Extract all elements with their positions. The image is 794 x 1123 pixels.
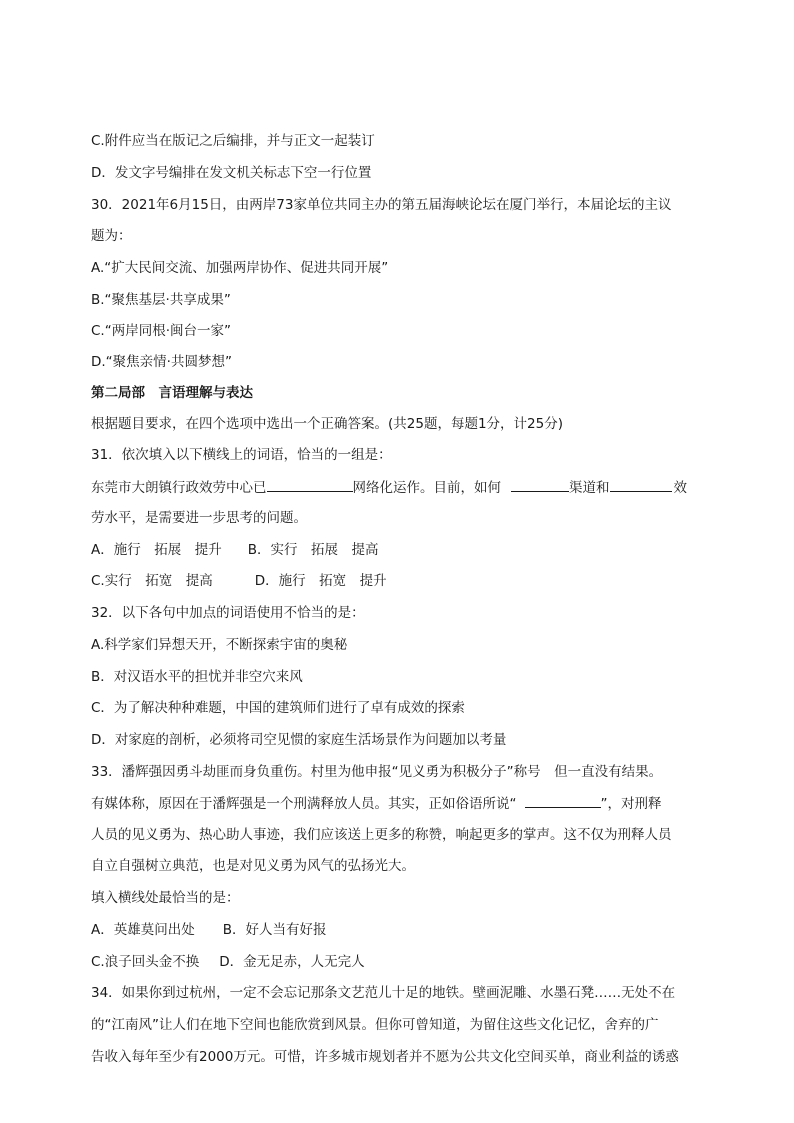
options-33-row2: [91, 952, 703, 972]
section-heading: 第二局部 言语理解与表达: [91, 385, 253, 401]
question-34-text-cont2: 告收入每年至少有2000万元。可惜，许多城市规划者并不愿为公共文化空间买单，商业利益的诱惑: [91, 1049, 679, 1065]
option-29d: D．发文字号编排在发文机关标志下空一行位置: [91, 165, 372, 181]
options-31-row1: [91, 540, 703, 560]
option-31a: A．施行 拓展 提升: [91, 542, 222, 558]
option-33a: A．英雄莫问出处: [91, 922, 195, 938]
option-30c: C.“两岸同根·闽台一家”: [91, 323, 231, 339]
option-33b: B．好人当有好报: [222, 922, 327, 938]
options-31-row2: [91, 571, 703, 591]
option-30a: A.“扩大民间交流、加强两岸协作、促进共同开展”: [91, 260, 389, 276]
option-32d: D．对家庭的剖析，必须将司空见惯的家庭生活场景作为问题加以考量: [91, 732, 507, 748]
question-31-passage: [91, 477, 703, 498]
option-31c: C.实行 拓宽 提高: [91, 573, 213, 589]
passage-part-1: 东莞市大朗镇行政效劳中心已: [91, 480, 267, 496]
fill-blank-2: [511, 477, 569, 492]
option-30b: B.“聚焦基层·共享成果”: [91, 292, 231, 308]
question-31-passage-cont: 劳水平，是需要进一步思考的问题。: [91, 510, 307, 526]
passage-33-part-2: ”，对刑释: [600, 796, 662, 812]
option-32c: C．为了解决种种难题，中国的建筑师们进行了卓有成效的探索: [91, 700, 465, 716]
question-31-text: 31．依次填入以下横线上的词语，恰当的一组是：: [91, 447, 392, 463]
question-30-text-cont: 题为：: [91, 228, 132, 244]
question-33-text: 33．潘辉强因勇斗劫匪而身负重伤。村里为他申报“见义勇为积极分子”称号 但一直没有结果。: [91, 764, 663, 780]
question-33-text-cont2: 人员的见义勇为、热心助人事迹，我们应该送上更多的称赞，响起更多的掌声。这不仅为刑释人员: [91, 827, 672, 843]
option-29c: C.附件应当在版记之后编排，并与正文一起装订: [91, 133, 375, 149]
option-32b: B．对汉语水平的担忧并非空穴来风: [91, 669, 303, 685]
option-31b: B．实行 拓展 提高: [247, 542, 379, 558]
fill-blank-1: [267, 477, 353, 492]
question-34-text: 34．如果你到过杭州，一定不会忘记那条文艺范儿十足的地铁。壁画泥雕、水墨石凳……无处不在: [91, 985, 676, 1001]
question-33-text-cont: [91, 793, 703, 814]
section-instructions: 根据题目要求，在四个选项中选出一个正确答案。(共25题，每题1分，计25分): [91, 416, 563, 432]
option-32a: A.科学家们异想天开，不断探索宇宙的奥秘: [91, 637, 348, 653]
option-33d: D．金无足赤，人无完人: [219, 954, 365, 970]
question-32-text: 32．以下各句中加点的词语使用不恰当的是：: [91, 605, 365, 621]
options-33-row1: [91, 920, 703, 940]
question-33-text-cont3: 自立自强树立典范，也是对见义勇为风气的弘扬光大。: [91, 858, 415, 874]
option-31d: D．施行 拓宽 提升: [254, 573, 387, 589]
question-30-text: 30．2021年6月15日，由两岸73家单位共同主办的第五届海峡论坛在厦门举行，本届论坛的主议: [91, 197, 672, 213]
passage-part-3: 渠道和: [569, 480, 610, 496]
passage-33-part-1: 有媒体称，原因在于潘辉强是一个刑满释放人员。其实，正如俗语所说“: [91, 796, 517, 812]
fill-blank-3: [610, 477, 672, 492]
option-33c: C.浪子回头金不换: [91, 954, 200, 970]
passage-part-4: 效: [673, 480, 687, 496]
passage-part-2: 网络化运作。目前，如何: [352, 480, 501, 496]
fill-blank-33: [525, 793, 601, 808]
question-33-prompt: 填入横线处最恰当的是：: [91, 890, 240, 906]
question-34-text-cont: 的“江南风”让人们在地下空间也能欣赏到风景。但你可曾知道，为留住这些文化记忆，舍弃的广: [91, 1017, 659, 1033]
option-30d: D.“聚焦亲情·共圆梦想”: [91, 354, 232, 370]
